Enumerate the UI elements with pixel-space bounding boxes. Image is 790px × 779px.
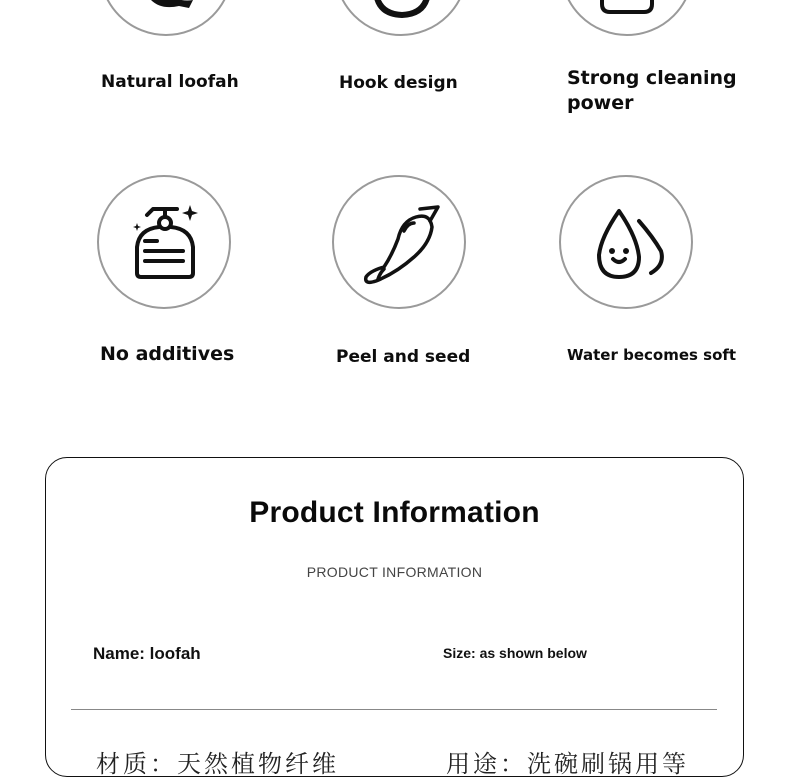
product-material: 材质：天然植物纤维 bbox=[96, 750, 339, 778]
soap-dispenser-icon bbox=[99, 177, 229, 307]
feature-label-line2: power bbox=[567, 92, 634, 114]
feature-label-natural-loofah: Natural loofah bbox=[101, 72, 239, 92]
cleaning-icon bbox=[562, 0, 692, 34]
feature-circle-strong-cleaning bbox=[560, 0, 694, 36]
feature-label-peel-and-seed: Peel and seed bbox=[336, 347, 471, 367]
water-drops-icon bbox=[561, 177, 691, 307]
feature-circle-no-additives bbox=[97, 175, 231, 309]
feature-circle-natural-loofah bbox=[99, 0, 233, 36]
feature-label-hook-design: Hook design bbox=[339, 73, 458, 93]
feature-circle-peel-and-seed bbox=[332, 175, 466, 309]
chili-pepper-icon bbox=[334, 177, 464, 307]
hook-icon bbox=[336, 0, 466, 34]
product-info-subtitle: PRODUCT INFORMATION bbox=[306, 564, 483, 580]
feature-label-line1: Strong cleaning bbox=[567, 67, 737, 89]
product-info-card bbox=[45, 457, 744, 777]
divider bbox=[71, 709, 717, 710]
loofah-icon bbox=[101, 0, 231, 34]
feature-label-no-additives: No additives bbox=[100, 343, 235, 365]
product-name: Name: loofah bbox=[93, 644, 201, 663]
product-info-title: Product Information bbox=[249, 496, 540, 529]
product-usage: 用途：洗碗刷锅用等 bbox=[446, 750, 689, 778]
feature-circle-hook-design bbox=[334, 0, 468, 36]
feature-circle-water-soft bbox=[559, 175, 693, 309]
feature-label-water-soft: Water becomes soft bbox=[567, 346, 737, 364]
product-size: Size: as shown below bbox=[443, 645, 587, 661]
feature-label-strong-cleaning bbox=[567, 66, 737, 116]
